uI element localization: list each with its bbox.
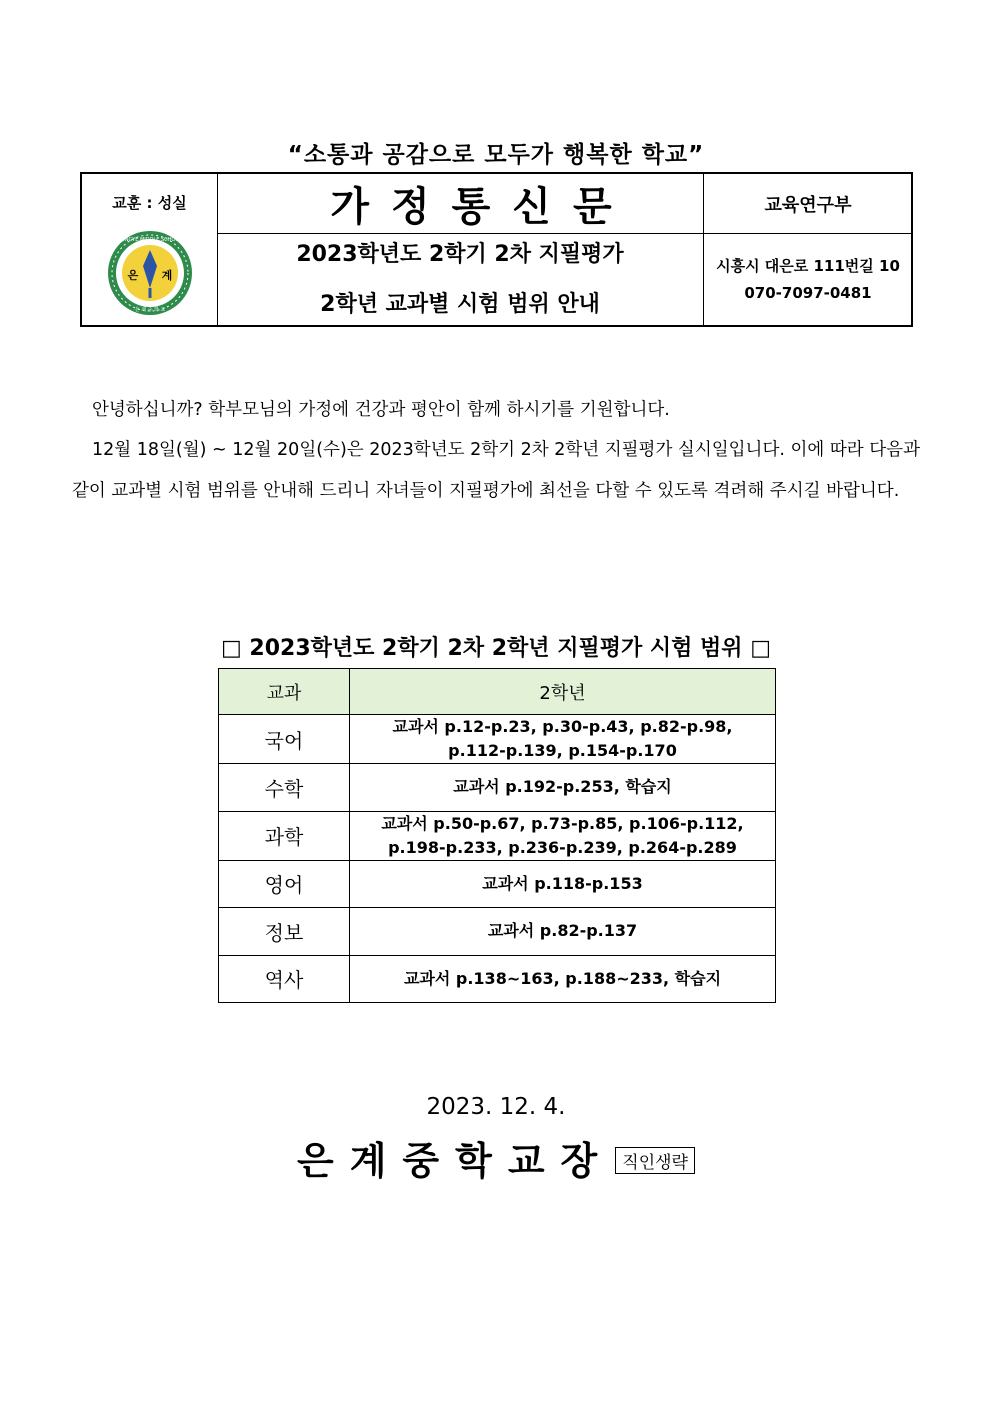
range-cell [350, 715, 776, 764]
table-row [219, 811, 776, 860]
exam-range-table [218, 668, 776, 1003]
table-header-row [219, 669, 776, 715]
subject-cell: 수학 [219, 764, 350, 812]
page-title: 가정통신문 [330, 184, 634, 230]
subtitle-line-1: 2023학년도 2학기 2차 지필평가 [296, 242, 624, 267]
logo-right-char: 계 [161, 268, 172, 282]
subject-cell: 정보 [219, 908, 350, 956]
table-row [219, 955, 776, 1003]
notice-date: 2023. 12. 4. [426, 1094, 566, 1120]
range-line-1: 교과서 p.50-p.67, p.73-p.85, p.106-p.112, [381, 813, 744, 833]
subject-cell: 영어 [219, 860, 350, 908]
school-logo [82, 220, 217, 325]
header-subject: 교과 [219, 669, 350, 715]
range-cell [350, 764, 776, 812]
range-line-1: 교과서 p.138~163, p.188~233, 학습지 [403, 968, 722, 988]
section-title: □ 2023학년도 2학기 2차 2학년 지필평가 시험 범위 □ [220, 636, 772, 661]
range-line-1: 교과서 p.118-p.153 [482, 873, 643, 893]
logo-left-char: 은 [127, 268, 138, 282]
school-address: 시흥시 대은로 111번길 10 [716, 257, 900, 275]
principal-title: 은계중학교장 [297, 1139, 614, 1183]
header-grade: 2학년 [350, 669, 776, 715]
table-row [219, 860, 776, 908]
school-motto: 교훈 : 성실 [112, 193, 187, 212]
subject-cell: 역사 [219, 955, 350, 1003]
notice-paragraph: 12월 18일(월) ~ 12월 20일(수)은 2023학년도 2학기 2차 2학년 지필평가 실시일입니다. 이에 따라 다음과 같이 교과별 시험 범위를 안내해 드리니 자녀들이 지필평가에 최선을 다할 수 있도록 격려해 주시길 바랍니다. [72, 440, 920, 501]
seal-omitted-stamp: 직인생략 [615, 1147, 695, 1174]
table-row [219, 715, 776, 764]
subject-cell: 과학 [219, 811, 350, 860]
logo-ring-text-bottom: 은 계 중 학 교 [134, 306, 165, 313]
signature-block [0, 1130, 992, 1185]
range-line-1: 교과서 p.192-p.253, 학습지 [453, 777, 672, 797]
greeting-paragraph: 안녕하십니까? 학부모님의 가정에 건강과 평안이 함께 하시기를 기원합니다. [92, 400, 670, 420]
school-phone: 070-7097-0481 [744, 284, 872, 302]
logo-ring-text-top: EUNGYE MIDDLE SCHOOL [117, 236, 182, 243]
department: 교육연구부 [764, 194, 852, 216]
subtitle-line-2: 2학년 교과별 시험 범위 안내 [320, 292, 600, 317]
subject-cell: 국어 [219, 715, 350, 764]
range-cell [350, 860, 776, 908]
range-line-1: 교과서 p.82-p.137 [487, 921, 638, 941]
table-row [219, 908, 776, 956]
table-row [219, 764, 776, 812]
range-cell [350, 955, 776, 1003]
school-emblem-icon [105, 228, 195, 318]
range-cell [350, 811, 776, 860]
range-line-1: 교과서 p.12-p.23, p.30-p.43, p.82-p.98, [392, 717, 733, 736]
range-cell [350, 908, 776, 956]
range-line-2: p.198-p.233, p.236-p.239, p.264-p.289 [388, 837, 737, 857]
school-slogan: “소통과 공감으로 모두가 행복한 학교” [287, 142, 705, 168]
header-table [80, 172, 913, 327]
range-line-2: p.112-p.139, p.154-p.170 [448, 741, 677, 760]
